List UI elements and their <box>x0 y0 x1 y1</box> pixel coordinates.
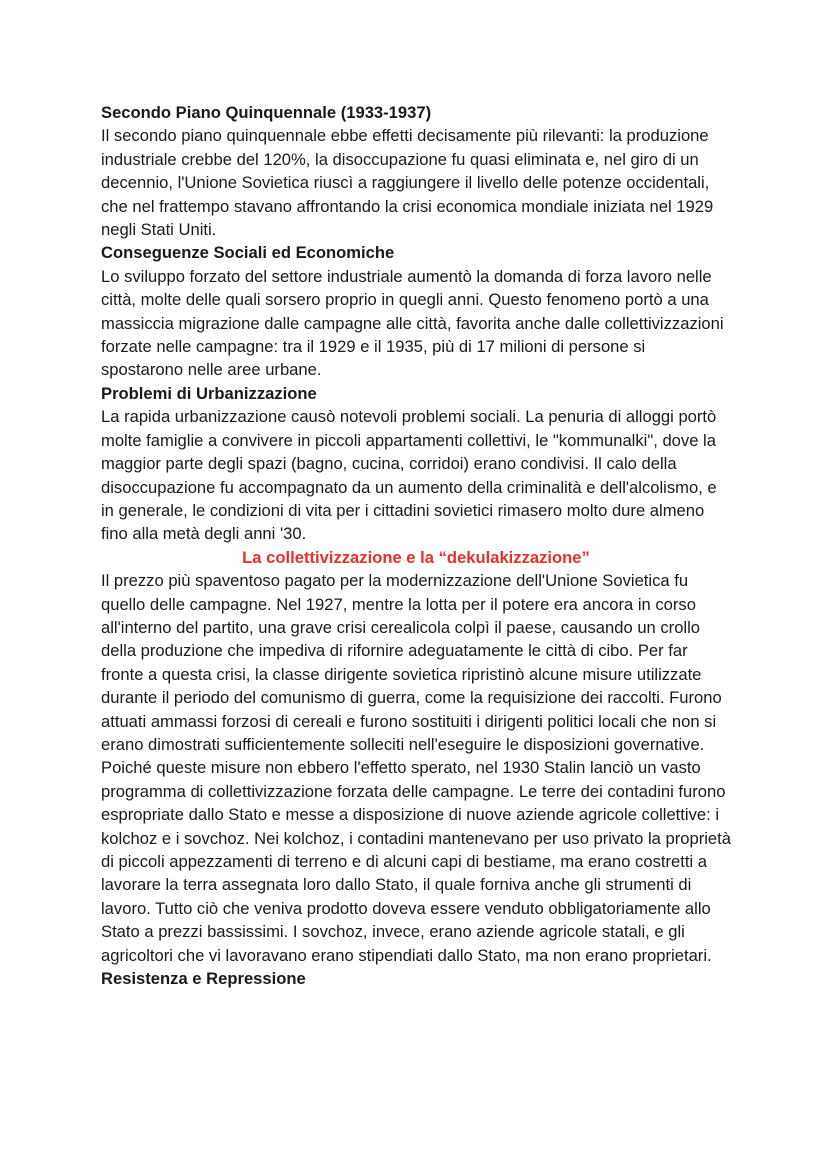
section-heading-urbanizzazione: Problemi di Urbanizzazione <box>101 383 317 403</box>
document-page <box>101 101 731 990</box>
section-text-urbanizzazione: La rapida urbanizzazione causò notevoli problemi sociali. La penuria di alloggi portò molte famiglie a convivere in piccoli appartamenti collettivi, le "kommunalki", dove la maggior parte degli spazi (bagno, cucina, corridoi) erano condivisi. Il calo della disoccupazione fu accompagnato da un aumento della criminalità e dell'alcolismo, e in generale, le condizioni di vita per i cittadini sovietici rimasero molto dure almeno fino alla metà degli anni '30. <box>101 407 717 544</box>
section-text-conseguenze: Lo sviluppo forzato del settore industriale aumentò la domanda di forza lavoro nelle città, molte delle quali sorsero proprio in quegli anni. Questo fenomeno portò a una massiccia migrazione dalle campagne alle città, favorita anche dalle collettivizzazioni forzate nelle campagne: tra il 1929 e il 1935, più di 17 milioni di persone si spostarono nelle aree urbane. <box>101 266 724 380</box>
section-heading-secondo-piano: Secondo Piano Quinquennale (1933-1937) <box>101 103 432 122</box>
section-heading-conseguenze: Conseguenze Sociali ed Economiche <box>101 243 395 263</box>
final-heading: Resistenza e Repressione <box>101 969 306 989</box>
chapter-title: La collettivizzazione e la “dekulakizzazione” <box>242 547 590 567</box>
chapter-text: Il prezzo più spaventoso pagato per la modernizzazione dell'Unione Sovietica fu quello delle campagne. Nel 1927, mentre la lotta per il potere era ancora in corso all'interno del partito, una grave crisi cerealicola colpì il paese, causando un crollo della produzione che impediva di rifornire adeguatamente le città di cibo. Per far fronte a questa crisi, la classe dirigente sovietica ripristinò alcune misure utilizzate durante il periodo del comunismo di guerra, come la requisizione dei raccolti. Furono attuati ammassi forzosi di cereali e furono sostituiti i dirigenti politici locali che non si erano dimostrati sufficientemente solleciti nell'eseguire le disposizioni governative. Poiché queste misure non ebbero l'effetto sperato, nel 1930 Stalin lanciò un vasto programma di collettivizzazione forzata delle campagne. Le terre dei contadini furono espropriate dallo Stato e messe a disposizione di nuove aziende agricole collettive: i kolchoz e i sovchoz. Nei kolchoz, i contadini mantenevano per uso privato la proprietà di piccoli appezzamenti di terreno e di alcuni capi di bestiame, ma erano costretti a lavorare la terra assegnata loro dallo Stato, il quale forniva anche gli strumenti di lavoro. Tutto ciò che veniva prodotto doveva essere venduto obbligatoriamente allo Stato a prezzi bassissimi. I sovchoz, invece, erano aziende agricole statali, e gli agricoltori che vi lavoravano erano stipendiati dallo Stato, ma non erano proprietari. <box>101 571 731 965</box>
section-text-secondo-piano: Il secondo piano quinquennale ebbe effetti decisamente più rilevanti: la produzione industriale crebbe del 120%, la disoccupazione fu quasi eliminata e, nel giro di un decennio, l'Unione Sovietica riuscì a raggiungere il livello delle potenze occidentali, che nel frattempo stavano affrontando la crisi economica mondiale iniziata nel 1929 negli Stati Uniti. <box>101 126 714 240</box>
